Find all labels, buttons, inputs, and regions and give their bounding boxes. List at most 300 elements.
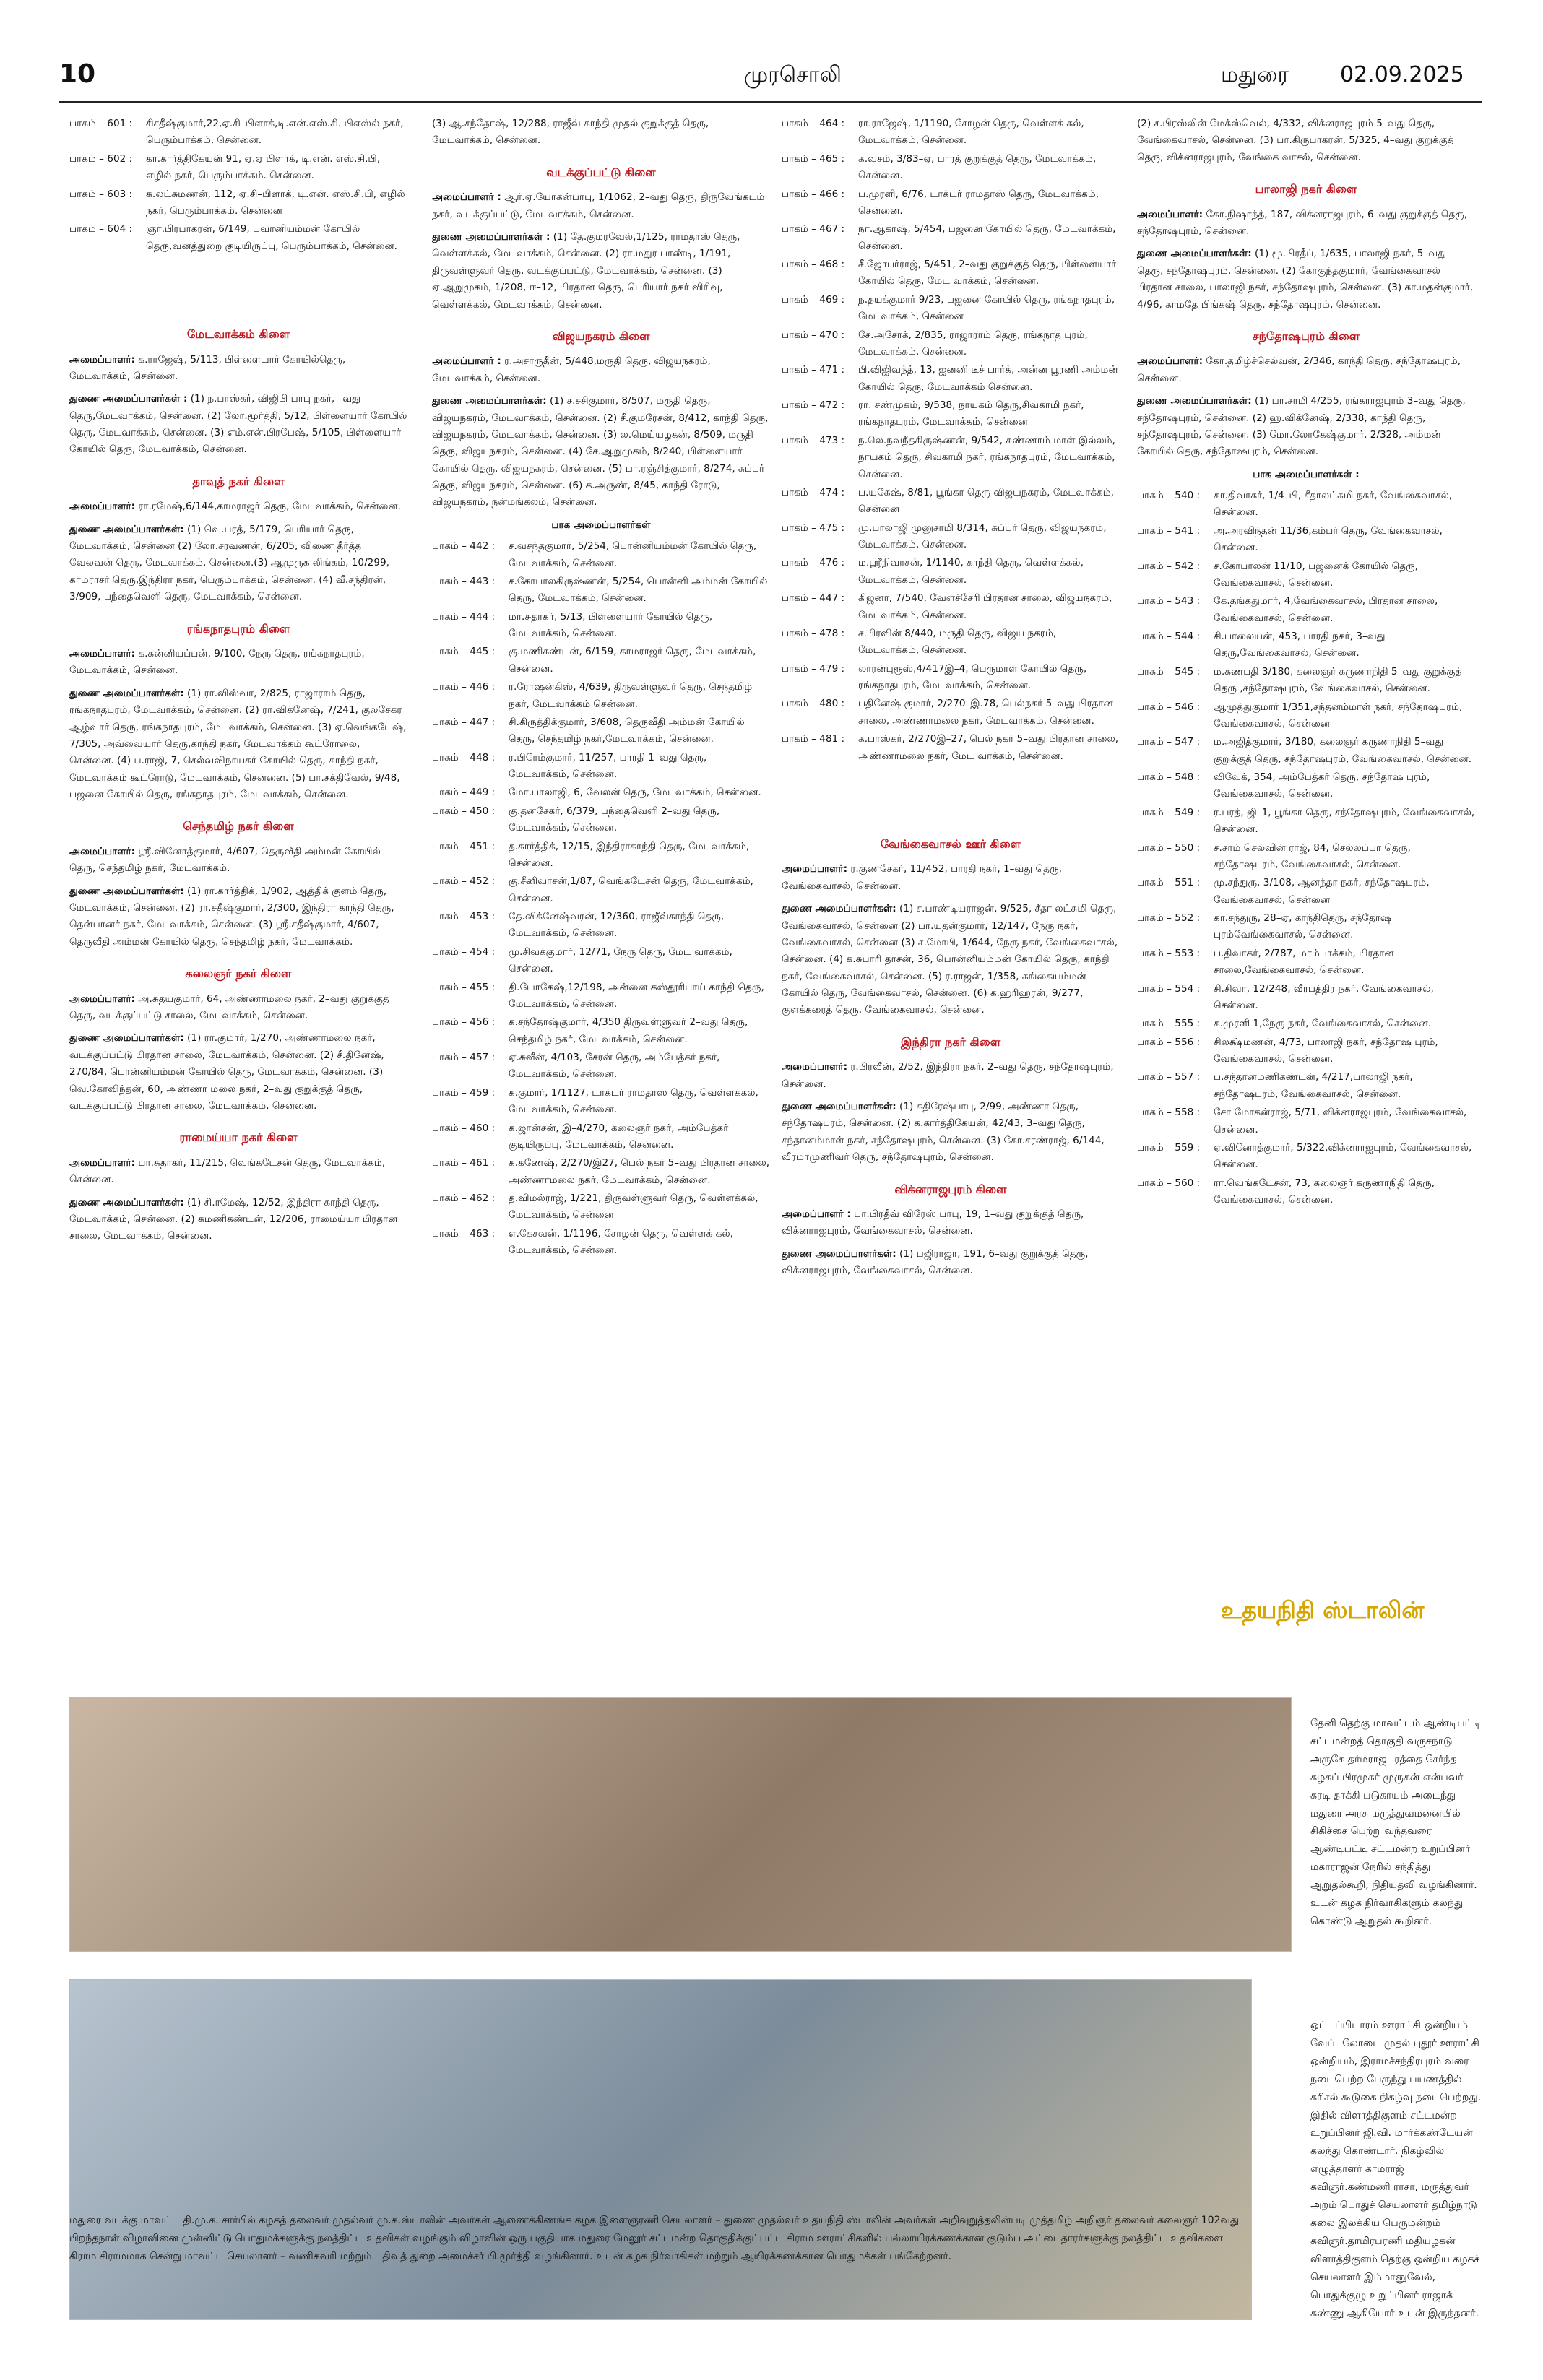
- booth-text: ம.ஸ்ரீநிவாசன், 1/1140, காந்தி தெரு, வெள்ளக்கல், மேடவாக்கம், சென்னை.: [858, 557, 1084, 586]
- branch-heading: மேடவாக்கம் கிளை: [186, 327, 290, 341]
- booth-text: ம.அஜித்குமார், 3/180, கலைஞர் கருணாநிதி 5–வது குறுக்குத் தெரு, சந்தோஷபுரம், வேங்கைவாசல், சென்னை.: [1214, 736, 1472, 765]
- branch-heading: சந்தோஷபுரம் கிளை: [1252, 329, 1360, 343]
- booth-text: மு.சிவக்குமார், 12/71, நேரு தெரு, மேட வாக்கம், சென்னை.: [509, 945, 732, 975]
- booth-text: நா.ஆகாஷ், 5/454, பஜனை கோயில் தெரு, மேடவாக்கம், சென்னை.: [858, 223, 1116, 252]
- paragraph-text: (1) மூ.பிரதீப், 1/635, பாலாஜி நகர், 5–வது தெரு, சந்தோஷபுரம், சென்னை. (2) கோகுந்தகுமார், வேங்கைவாசல் பிரதான சாலை, பாலாஜி நகர், சந்தோஷபுரம், சென்னை. (3) கா.மதன்குமார், 4/96, காமதே பிங்கஷ் தெரு, சந்தோஷபுரம், சென்னை.: [1137, 248, 1474, 311]
- role-label: அமைப்பாளர்:: [69, 501, 136, 513]
- paragraph-text: (1) கதிரேஷ்பாபு, 2/99, அண்ணா தெரு, சந்தோஷபுரம், சென்னை. (2) க.கார்த்திகேயன், 42/43, 3–வது தெரு, சந்தானம்மாள் நகர், சந்தோஷபுரம், சென்னை. (3) கோ.சரண்ராஜ், 6/144, வீரமாமுணிவர் தெரு, சந்தோஷபுரம், சென்னை.: [782, 1101, 1105, 1164]
- paragraph: [1137, 353, 1475, 387]
- booth-label: பாகம் – 466 :: [782, 188, 845, 200]
- paragraph-text: (1) பா.சாமி 4/255, ரங்கராஜபுரம் 3–வது தெரு, சந்தோஷபுரம், சென்னை. (2) ஹ.விக்னேஷ், 2/338, காந்தி தெரு, சந்தோஷபுரம், சென்னை. (3) மோ.லோகேஷ்குமார், 2/328, அம்மன் கோயில் தெரு, சந்தோஷபுரம், சென்னை.: [1137, 395, 1466, 458]
- booth-entry: [69, 116, 407, 150]
- paragraph-text: கோ.தமிழ்ச்செல்வன், 2/346, காந்தி தெரு, சந்தோஷபுரம், சென்னை.: [1137, 355, 1461, 384]
- booth-label: பாகம் – 448 :: [432, 751, 496, 763]
- booth-text: கு.சீனிவாசன்,1/87, வெங்கடேசன் தெரு, மேடவாக்கம், சென்னை.: [509, 875, 753, 904]
- header-rule: [59, 101, 1482, 103]
- paragraph-text: (3) ஆ.சந்தோஷ், 12/288, ராஜீவ் காந்தி முதல் குறுக்குத் தெரு, மேடவாக்கம், சென்னை.: [432, 118, 709, 147]
- paragraph-text: (1) வெ.பரத், 5/179, பெரியார் தெரு, மேடவாக்கம், சென்னை (2) லோ.சரவணன், 6/205, விணை தீர்த்த வேலவன் தெரு, மேடவாக்கம், சென்னை.(3) ஆமுருக லிங்கம், 10/299, காமராசர் தெரு,இந்திரா நகர், பெரும்பாக்கம், சென்னை. (4) வீ.சந்திரன், 3/909, பந்தைவெளி தெரு, மேடவாக்கம், சென்னை.: [69, 523, 389, 603]
- paragraph-text: (1) ந.பாஸ்கர், விஜிபி பாபு நகர், –வது தெரு,மேடவாக்கம், சென்னை. (2) லோ.மூர்த்தி, 5/12, பிள்ளையார் கோயில் தெரு, மேடவாக்கம், சென்னை. (3) எம்.என்.பிரபேஷ், 5/105, பிள்ளையார் கோயில் தெரு, மேடவாக்கம், சென்னை.: [69, 393, 407, 456]
- booth-entry: [432, 1190, 770, 1224]
- booth-label: பாகம் – 476 :: [782, 557, 845, 569]
- paragraph: [782, 1059, 1120, 1093]
- booth-entry: [782, 116, 1120, 150]
- role-label: அமைப்பாளர்:: [782, 863, 848, 875]
- booth-entry: [1137, 558, 1475, 592]
- booth-text: ப.சந்தானமணிகண்டன், 4/217,பாலாஜி நகர், சந்தோஷபுரம், வேங்கைவாசல், சென்னை.: [1214, 1071, 1413, 1100]
- newspaper-name: முரசொலி: [744, 62, 842, 87]
- booth-label: பாகம் – 552 :: [1137, 912, 1201, 925]
- booth-entry: [1137, 1016, 1475, 1032]
- role-label: அமைப்பாளர்:: [69, 648, 136, 660]
- booth-label: பாகம் – 558 :: [1137, 1107, 1201, 1119]
- booth-label: பாகம் – 442 :: [432, 540, 496, 553]
- booth-text: ர.பிரேம்குமார், 11/257, பாரதி 1–வது தெரு, மேடவாக்கம், சென்னை.: [509, 751, 707, 781]
- booth-text: பி.விஜிவந்த், 13, ஜனனி டீச் பார்க், அன்ன பூரணி அம்மன் கோயில் தெரு, மேடவாக்கம் சென்னை.: [858, 364, 1118, 393]
- branch-heading: செந்தமிழ் நகர் கிளை: [183, 819, 294, 834]
- role-label: அமைப்பாளர் :: [782, 1208, 851, 1221]
- booth-label: பாகம் – 551 :: [1137, 877, 1201, 889]
- signature: உதயநிதி ஸ்டாலின்: [1221, 1596, 1425, 1624]
- booth-text: க.வசம், 3/83–ஏ, பாரத் குறுக்குத் தெரு, மேடவாக்கம், சென்னை.: [858, 152, 1097, 182]
- booth-entry: [782, 661, 1120, 695]
- booth-label: பாகம் – 559 :: [1137, 1141, 1201, 1154]
- paragraph-text: (1) ரா.விஸ்வா, 2/825, ராஜாராம் தெரு, ரங்கநாதபுரம், மேடவாக்கம், சென்னை. (2) ரா.விக்னேஷ், 7/241, குலசேகர ஆழ்வார் தெரு, ரங்கநாதபுரம், மேடவாக்கம், சென்னை. (3) ஏ.வெங்கடேஷ், 7/305, அவ்வையார் தெரு,காந்தி நகர், மேடவாக்கம் கூட்ரோலை, சென்னை. (4) ப.ராஜி, 7, செல்வவிநாயகர் கோயில் தெரு, காந்தி நகர், மேடவாக்கம் கூட்ரோடு, மேடவாக்கம், சென்னை. (5) பா.சக்திவேல், 9/48, பஜனை கோயில் தெரு, ரங்கநாதபுரம், மேடவாக்கம், சென்னை.: [69, 687, 407, 801]
- role-label: அமைப்பாளர்:: [69, 1156, 136, 1169]
- booth-entry: [782, 221, 1120, 255]
- booth-text: ச.கோபாலன் 11/10, பஜனைக் கோயில் தெரு, வேங்கைவாசல், சென்னை.: [1214, 560, 1418, 589]
- booth-text: மோ.பாலாஜி, 6, வேலன் தெரு, மேடவாக்கம், சென்னை.: [509, 787, 761, 799]
- booth-label: பாகம் – 547 :: [1137, 736, 1201, 748]
- booth-text: ரா.வெங்கடேசன், 73, கலைஞர் கருணாநிதி தெரு, வேங்கைவாசல், சென்னை.: [1214, 1177, 1435, 1206]
- paragraph: [782, 1206, 1120, 1240]
- booth-entry: [432, 909, 770, 943]
- booth-label: பாகம் – 546 :: [1137, 701, 1201, 713]
- branch-heading: விஜயநகரம் கிளை: [552, 329, 650, 343]
- booth-label: பாகம் – 541 :: [1137, 524, 1201, 537]
- booth-label: பாகம் – 468 :: [782, 259, 845, 270]
- role-label: அமைப்பாளர்:: [782, 1061, 848, 1073]
- booth-text: ச.கோபாலகிருஷ்ணன், 5/254, பொன்னி அம்மன் கோயில் தெரு, மேடவாக்கம், சென்னை.: [509, 575, 768, 605]
- booth-label: பாகம் – 471 :: [782, 364, 845, 376]
- booth-text: ம.கணபதி 3/180, கலைஞர் கருணாநிதி 5–வது குறுக்குத் தெரு ,சந்தோஷபுரம், வேங்கைவாசல், சென்னை.: [1214, 665, 1462, 695]
- booth-label: பாகம் – 556 :: [1137, 1036, 1201, 1048]
- booth-text: லாரன்புரூஸ்,4/417இ–4, பெருமாள் கோயில் தெரு, ரங்கநாதபுரம், மேடவாக்கம், சென்னை.: [858, 662, 1087, 691]
- paragraph-text: (1) ச.பாண்டியராஜன், 9/525, சீதா லட்சுமி தெரு, வேங்கைவாசல், சென்னை (2) பா.யுதன்குமார், 12/147, நேரு நகர், வேங்கைவாசல், சென்னை (3) ச.மோபி, 1/644, நேரு நகர், வேங்கைவாசல், சென்னை. (4) க.சுபாரி தாசன், 36, பொன்னியம்மன் கோயில் தெரு, காந்தி நகர், வேங்கைவாசல், சென்னை. (5) ர.ராஜன், 1/358, கங்கையம்மன் கோயில் தெரு, வேங்கைவாசல், சென்னை. (6) க.ஹரிஹரன், 9/277, குளக்கரைத் தெரு, வேங்கைவாசல், சென்னை.: [782, 903, 1118, 1016]
- booth-text: ந.தயக்குமார் 9/23, பஜனை கோயில் தெரு, ரங்கநாதபுரம், மேடவாக்கம், சென்னை: [858, 293, 1115, 323]
- paragraph: [69, 1195, 407, 1245]
- paragraph: [1137, 207, 1475, 241]
- role-label: துணை அமைப்பாளர்கள்:: [69, 523, 184, 535]
- role-label: துணை அமைப்பாளர்கள்:: [1137, 395, 1252, 407]
- booth-entry: [782, 433, 1120, 483]
- booth-label: பாகம் – 469 :: [782, 293, 845, 306]
- booth-label: பாகம் – 549 :: [1137, 806, 1201, 818]
- role-label: அமைப்பாளர் :: [432, 355, 501, 368]
- booth-label: பாகம் – 449 :: [432, 787, 496, 799]
- booth-label: பாகம் – 604 :: [69, 223, 133, 235]
- booth-label: பாகம் – 480 :: [782, 698, 845, 710]
- booth-text: ப.முரளி, 6/76, டாக்டர் ராமதாஸ் தெரு, மேடவாக்கம், சென்னை.: [858, 188, 1099, 217]
- booth-text: கே.தங்கதுமார், 4,வேங்கைவாசல், பிரதான சாலை, வேங்கைவாசல், சென்னை.: [1214, 595, 1438, 624]
- paragraph: [69, 883, 407, 951]
- paragraph: [432, 189, 770, 223]
- booth-label: பாகம் – 481 :: [782, 733, 845, 745]
- paragraph-text: அ.சுதயகுமார், 64, அண்ணாமலை நகர், 2–வது குறுக்குத் தெரு, வடக்குப்பட்டு சாலை, மேடவாக்கம், சென்னை.: [69, 992, 389, 1022]
- booth-text: சு.லட்சுமணன், 112, ஏ.சி–பிளாக், டி.என். எஸ்.சி.பி, எழில் நகர், பெரும்பாக்கம். சென்னை: [146, 188, 405, 217]
- paragraph: [782, 861, 1120, 895]
- section-subheading: பாக அமைப்பாளர்கள் :: [1253, 468, 1360, 480]
- booth-label: பாகம் – 456 :: [432, 1016, 496, 1029]
- booth-label: பாகம் – 465 :: [782, 152, 845, 165]
- paragraph: [69, 844, 407, 878]
- booth-text: பதினேஷ் குமார், 2/270–இ.78, பெல்நகர் 5–வது பிரதான சாலை, அண்ணாமலை நகர், மேடவாக்கம், சென்னை.: [858, 698, 1113, 727]
- booth-entry: [1137, 1140, 1475, 1174]
- role-label: அமைப்பாளர்:: [1137, 208, 1203, 220]
- paragraph-text: (1) பஜிராஜா, 191, 6–வது குறுக்குத் தெரு, விக்னராஜபுரம், வேங்கைவாசல், சென்னை.: [782, 1247, 1089, 1277]
- booth-text: சி.கிருத்திக்குமார், 3/608, தெருவீதி அம்மன் கோயில் தெரு, செந்தமிழ் நகர்,மேடவாக்கம், சென்னை.: [509, 716, 745, 745]
- role-label: துணை அமைப்பாளர்கள்:: [432, 395, 547, 407]
- booth-label: பாகம் – 545 :: [1137, 665, 1201, 678]
- paragraph: [69, 1030, 407, 1115]
- paragraph-text: பா.பிரதீவ் விரேஸ் பாபு, 19, 1–வது குறுக்குத் தெரு, விக்னராஜபுரம், வேங்கைவாசல், சென்னை.: [782, 1208, 1084, 1237]
- booth-text: மு.சந்துரு, 3/108, ஆனந்தா நகர், சந்தோஷபுரம், வேங்கைவாசல், சென்னை: [1214, 877, 1430, 906]
- booth-entry: [432, 574, 770, 607]
- role-label: துணை அமைப்பாளர்கள்:: [782, 903, 896, 915]
- paragraph-text: பா.சுதாகர், 11/215, வெங்கடேசன் தெரு, மேடவாக்கம், சென்னை.: [69, 1156, 386, 1186]
- paragraph: [69, 685, 407, 804]
- booth-label: பாகம் – 457 :: [432, 1052, 496, 1064]
- booth-entry: [432, 1120, 770, 1154]
- booth-label: பாகம் – 553 :: [1137, 947, 1201, 959]
- role-label: துணை அமைப்பாளர்கள்:: [782, 1247, 896, 1260]
- paragraph: [69, 991, 407, 1025]
- paragraph-text: (1) ச.சசிகுமார், 8/507, மருதி தெரு, விஜயநகரம், மேடவாக்கம், சென்னை. (2) சீ.குமரேசன், 8/412, காந்தி தெரு, விஜயநகரம், மேடவாக்கம், சென்னை. (3) ல.மெய்யழகன், 8/509, மருதி தெரு, விஜயநகரம், சென்னை. (4) சே.ஆறுமுகம், 8/240, பிள்ளையார் கோயில் தெரு, விஜயநகரம், சென்னை. (5) பா.ரஞ்சித்குமார், 8/274, சுப்பர் தெரு, விஜயநகரம், சென்னை. (6) க.அருண், 8/45, காந்தி ரோடு, விஜயநகரம், நன்மங்கலம், சென்னை.: [432, 395, 769, 509]
- booth-text: சி.பாலையன், 453, பாரதி நகர், 3–வது தெரு,வேங்கைவாசல், சென்னை.: [1214, 631, 1386, 659]
- booth-label: பாகம் – 447 :: [782, 592, 845, 605]
- booth-entry: [1137, 664, 1475, 698]
- news-photo-2: [69, 1979, 1252, 2320]
- booth-text: க.ஜான்சன், இ–4/270, கலைஞர் நகர், அம்பேத்கர் குடியிருப்பு, மேடவாக்கம், சென்னை.: [509, 1122, 729, 1151]
- paragraph: [69, 1155, 407, 1189]
- booth-label: பாகம் – 603 :: [69, 188, 133, 200]
- booth-entry: [1137, 945, 1475, 979]
- booth-entry: [432, 979, 770, 1013]
- booth-label: பாகம் – 459 :: [432, 1086, 496, 1099]
- booth-entry: [782, 731, 1120, 765]
- booth-text: எ.கேசவன், 1/1196, சோழன் தெரு, வெள்ளக் கல், மேடவாக்கம், சென்னை.: [509, 1227, 733, 1257]
- paragraph-text: (1) ரா.கார்த்திக், 1/902, ஆத்திக் குளம் தெரு, மேடவாக்கம், சென்னை. (2) ரா.சதீஷ்குமார், 2/300, இந்திரா காந்தி தெரு, தென்பானர் நகர், மேடவாக்கம், சென்னை. (3) ஸ்ரீ.சதீஷ்குமார், 4/607, தெருவீதி அம்மன் கோயில் தெரு, செந்தமிழ் நகர், மேடவாக்கம்.: [69, 885, 394, 948]
- booth-text: மா.சுதாகர், 5/13, பிள்ளையார் கோயில் தெரு, மேடவாக்கம், சென்னை.: [509, 610, 713, 640]
- booth-text: க.கணேஷ், 2/270/இ27, பெல் நகர் 5–வது பிரதான சாலை, அண்ணாமலை நகர், மேடவாக்கம், சென்னை.: [509, 1157, 770, 1186]
- booth-text: சே.அசோக், 2/835, ராஜாராம் தெரு, ரங்கநாத புரம், மேடவாக்கம், சென்னை.: [858, 329, 1088, 358]
- booth-text: சீ.ஜோபர்ராஜ், 5/451, 2–வது குறுக்குத் தெரு, பிள்ளையார் கோயில் தெரு, மேட வாக்கம், சென்னை.: [858, 259, 1117, 287]
- booth-label: பாகம் – 602 :: [69, 152, 133, 165]
- booth-label: பாகம் – 467 :: [782, 223, 845, 235]
- booth-text: சிலக்ஷ்மணன், 4/73, பாலாஜி நகர், சந்தோஷ புரம், வேங்கைவாசல், சென்னை.: [1214, 1036, 1438, 1065]
- booth-label: பாகம் – 461 :: [432, 1157, 496, 1169]
- booth-entry: [782, 327, 1120, 361]
- booth-text: ச.பிரவின் 8/440, மருதி தெரு, விஜய நகரம், மேடவாக்கம், சென்னை.: [858, 627, 1057, 657]
- role-label: துணை அமைப்பாளர்கள்:: [69, 1032, 184, 1044]
- booth-text: ரா. சண்முகம், 9/538, நாயகம் தெரு,சிவகாமி நகர், ரங்கநாதபுரம், மேடவாக்கம், சென்னை: [858, 399, 1084, 428]
- paragraph: [69, 352, 407, 386]
- booth-label: பாகம் – 542 :: [1137, 560, 1201, 572]
- branch-heading: இந்திரா நகர் கிளை: [900, 1034, 1001, 1049]
- column-2: [432, 116, 770, 1261]
- booth-entry: [69, 221, 407, 255]
- masthead: [0, 0, 1543, 89]
- booth-text: ப.திவாகர், 2/787, மாம்பாக்கம், பிரதான சாலை,வேங்கைவாசல், சென்னை.: [1214, 947, 1394, 977]
- page-number: 10: [59, 59, 96, 89]
- booth-entry: [782, 520, 1120, 554]
- booth-label: பாகம் – 478 :: [782, 627, 845, 639]
- booth-label: பாகம் – 555 :: [1137, 1018, 1201, 1030]
- booth-label: பாகம் – 474 :: [782, 486, 845, 498]
- booth-entry: [432, 839, 770, 873]
- role-label: துணை அமைப்பாளர்கள் :: [432, 231, 550, 243]
- booth-entry: [1137, 840, 1475, 874]
- paragraph-text: (1) தே.குமரவேல்,1/125, ராமதாஸ் தெரு, வெள்ளக்கல், மேடவாக்கம், சென்னை. (2) ரா.மதுர பாண்டி, 1/191, திருவள்ளுவர் தெரு, வடக்குப்பட்டு, மேடவாக்கம், சென்னை. (3) ஏ.ஆறுமுகம், 1/208, ஈ–12, பிரதான தெரு, பெரியார் நகர் விரிவு, வெள்ளக்கல், மேடவாக்கம், சென்னை.: [432, 231, 740, 311]
- booth-label: பாகம் – 470 :: [782, 329, 845, 341]
- booth-text: கு.மணிகண்டன், 6/159, காமராஜர் தெரு, மேடவாக்கம், சென்னை.: [509, 646, 756, 675]
- role-label: துணை அமைப்பாளர்கள்:: [69, 885, 184, 897]
- booth-label: பாகம் – 447 :: [432, 716, 496, 728]
- booth-label: பாகம் – 453 :: [432, 911, 496, 923]
- role-label: துணை அமைப்பாளர்கள்:: [69, 1196, 184, 1208]
- booth-label: பாகம் – 544 :: [1137, 631, 1201, 643]
- booth-entry: [1137, 488, 1475, 522]
- branch-heading: வேங்கைவாசல் ஊர் கிளை: [880, 836, 1021, 851]
- booth-text: க.சந்தோஷ்குமார், 4/350 திருவள்ளுவர் 2–வது தெரு, செந்தமிழ் நகர், மேடவாக்கம், சென்னை.: [509, 1016, 748, 1045]
- booth-label: பாகம் – 450 :: [432, 805, 496, 817]
- booth-entry: [1137, 593, 1475, 627]
- booth-entry: [782, 555, 1120, 589]
- booth-entry: [432, 644, 770, 678]
- paragraph-text: ஆர்.ஏ.யோகன்பாபு, 1/1062, 2–வது தெரு, திருவேங்கடம் நகர், வடக்குப்பட்டு, மேடவாக்கம், சென்னை.: [432, 191, 765, 220]
- booth-entry: [432, 1226, 770, 1260]
- booth-entry: [69, 151, 407, 185]
- booth-label: பாகம் – 540 :: [1137, 490, 1201, 502]
- edition-city: மதுரை: [1221, 62, 1289, 87]
- booth-entry: [782, 256, 1120, 290]
- branch-heading: ராமைய்யா நகர் கிளை: [179, 1130, 298, 1145]
- booth-text: தே.விக்னேஷ்வரன், 12/360, ராஜீவ்காந்தி தெரு, மேடவாக்கம், சென்னை.: [509, 911, 725, 940]
- booth-entry: [782, 151, 1120, 185]
- booth-label: பாகம் – 443 :: [432, 575, 496, 587]
- booth-text: சி.சிவா, 12/248, வீரபத்திர நகர், வேங்கைவாசல், சென்னை.: [1214, 982, 1434, 1011]
- branch-heading: வடக்குப்பட்டு கிளை: [546, 165, 656, 179]
- booth-text: கா.திவாகர், 1/4–பி, சீதாலட்சுமி நகர், வேங்கைவாசல், சென்னை.: [1214, 490, 1453, 519]
- news-photo-1: [69, 1697, 1292, 1952]
- booth-label: பாகம் – 446 :: [432, 681, 496, 693]
- side-story-2: ஒட்டப்பிடாரம் ஊராட்சி ஒன்றியம் வேப்பலோடை முதல் புதூர் ஊராட்சி ஒன்றியம், இராமச்சந்திரபுரம் வரை நடைபெற்ற பேருந்து பயணத்தில் கரிசல் கூடுகை நிகழ்வு நடைபெற்றது. இதில் விளாத்திகுளம் சட்டமன்ற உறுப்பினர் ஜி.வி. மார்க்கண்டேயன் கலந்து கொண்டார். நிகழ்வில் எழுத்தாளர் காமராஜ் கவிஞர்.கண்மணி ராசா, மருத்துவர் அறம் பொதுச் செயலாளர் தமிழ்நாடு கலை இலக்கிய பெருமன்றம் கவிஞர்.தாமிரபரணி மதியழகன் விளாத்திகுளம் தெற்கு ஒன்றிய கழகச் செயலாளர் இம்மானுவேல், பொதுக்குழு உறுப்பினர் ராஜாக் கண்ணு ஆகியோர் உடன் இருந்தனர்.: [1310, 2020, 1482, 2319]
- booth-entry: [1137, 981, 1475, 1015]
- booth-entry: [432, 873, 770, 907]
- booth-label: பாகம் – 451 :: [432, 840, 496, 852]
- booth-entry: [1137, 1069, 1475, 1103]
- role-label: துணை அமைப்பாளர்கள்:: [782, 1101, 896, 1113]
- booth-label: பாகம் – 475 :: [782, 522, 845, 534]
- booth-entry: [1137, 1104, 1475, 1138]
- booth-label: பாகம் – 557 :: [1137, 1071, 1201, 1083]
- booth-label: பாகம் – 464 :: [782, 118, 845, 129]
- role-label: துணை அமைப்பாளர்கள்:: [1137, 248, 1252, 260]
- booth-entry: [432, 750, 770, 784]
- booth-entry: [1137, 628, 1475, 662]
- booth-text: விவேக், 354, அம்பேத்கர் தெரு, சந்தோஷ புரம், வேங்கைவாசல், சென்னை.: [1214, 771, 1430, 800]
- section-subheading: பாக அமைப்பாளர்கள்: [551, 519, 651, 531]
- booth-label: பாகம் – 554 :: [1137, 982, 1201, 995]
- paragraph: [1137, 393, 1475, 461]
- booth-text: கா.சந்துரு, 28–ஏ, காந்திதெரு, சந்தோஷ புரம்வேங்கைவாசல், சென்னை.: [1214, 912, 1392, 941]
- paragraph: [69, 646, 407, 680]
- booth-entry: [1137, 699, 1475, 733]
- booth-entry: [782, 362, 1120, 396]
- booth-entry: [1137, 523, 1475, 557]
- paragraph-text: ர.அசாருதீன், 5/448,மருதி தெரு, விஜயநகரம், மேடவாக்கம், சென்னை.: [432, 355, 711, 384]
- booth-entry: [432, 944, 770, 978]
- booth-label: பாகம் – 543 :: [1137, 595, 1201, 607]
- booth-entry: [782, 186, 1120, 220]
- paragraph-text: ஸ்ரீ.வினோத்குமார், 4/607, தெருவீதி அம்மன் கோயில் தெரு, செந்தமிழ் நகர், மேடவாக்கம்.: [69, 845, 381, 875]
- booth-label: பாகம் – 548 :: [1137, 771, 1201, 784]
- branch-heading: தாவுத் நகர் கிளை: [192, 474, 285, 488]
- booth-entry: [69, 186, 407, 220]
- booth-label: பாகம் – 601 :: [69, 118, 133, 129]
- booth-entry: [432, 784, 770, 801]
- paragraph: [1137, 246, 1475, 313]
- booth-label: பாகம் – 472 :: [782, 399, 845, 411]
- paragraph-text: (1) ரா.குமார், 1/270, அண்ணாமலை நகர், வடக்குப்பட்டு பிரதான சாலை, மேடவாக்கம், சென்னை. (2) சீ.தினேஷ், 270/84, பொன்னியம்மன் கோயில் தெரு, மேடவாக்கம், சென்னை. (3) வெ.கோவிந்தன், 60, அண்ணா மலை நகர், 2–வது குறுக்குத் தெரு, வடக்குப்பட்டு பிரதான சாலை, மேடவாக்கம், சென்னை.: [69, 1032, 384, 1112]
- paragraph: [782, 1099, 1120, 1167]
- booth-label: பாகம் – 479 :: [782, 662, 845, 675]
- booth-text: ஆமுத்துகுமார் 1/351,சந்தனம்மாள் நகர், சந்தோஷபுரம், வேங்கைவாசல், சென்னை: [1214, 701, 1463, 730]
- paragraph: [69, 522, 407, 606]
- role-label: துணை அமைப்பாளர்கள் :: [69, 393, 188, 405]
- booth-text: ஞா.பிரபாகரன், 6/149, பவானியம்மன் கோயில் தெரு,வனத்துறை குடியிருப்பு, பெரும்பாக்கம், சென்னை.: [146, 223, 397, 252]
- booth-text: கா.கார்த்திகேயன் 91, ஏ.ஏ பிளாக், டி.என். எஸ்.சி.பி, எழில் நகர், பெரும்பாக்கம். சென்னை.: [146, 152, 381, 182]
- booth-text: கு.தனசேகர், 6/379, பந்தைவெளி 2–வது தெரு, மேடவாக்கம், சென்னை.: [509, 805, 720, 834]
- booth-entry: [782, 397, 1120, 431]
- booth-entry: [432, 609, 770, 643]
- booth-entry: [1137, 875, 1475, 909]
- booth-entry: [782, 590, 1120, 624]
- booth-label: பாகம் – 460 :: [432, 1122, 496, 1134]
- booth-entry: [432, 679, 770, 713]
- booth-entry: [432, 1155, 770, 1189]
- booth-text: க.முரளி 1,நேரு நகர், வேங்கைவாசல், சென்னை.: [1214, 1018, 1432, 1030]
- column-3: [782, 116, 1120, 1286]
- booth-entry: [782, 485, 1120, 519]
- paragraph-text: ர.குணசேகர், 11/452, பாரதி நகர், 1–வது தெரு, வேங்கைவாசல், சென்னை.: [782, 863, 1062, 892]
- booth-entry: [432, 1050, 770, 1083]
- booth-entry: [782, 292, 1120, 326]
- booth-text: ர.ரோஷன்கிஸ், 4/639, திருவள்ளுவர் தெரு, செந்தமிழ் நகர், மேடவாக்கம் சென்னை.: [509, 681, 753, 710]
- paragraph-text: ரா.ரமேஷ்,6/144,காமராஜர் தெரு, மேடவாக்கம், சென்னை.: [135, 501, 401, 513]
- booth-label: பாகம் – 463 :: [432, 1227, 496, 1239]
- booth-entry: [432, 538, 770, 572]
- booth-text: ஏ.சுவீன், 4/103, சேரன் தெரு, அம்பேத்கர் நகர், மேடவாக்கம், சென்னை.: [509, 1052, 720, 1081]
- booth-entry: [432, 803, 770, 837]
- paragraph: [432, 116, 770, 150]
- booth-entry: [1137, 769, 1475, 803]
- booth-label: பாகம் – 560 :: [1137, 1177, 1201, 1189]
- booth-label: பாகம் – 444 :: [432, 610, 496, 623]
- paragraph-text: (2) ச.பிரஸ்லின் மேக்ஸ்வெல், 4/332, விக்னராஜபுரம் 5–வது தெரு, வேங்கைவாசல், சென்னை. (3) பா.கிருபாகரன், 5/325, 4–வது குறுக்குத் தெரு, விக்னராஜபுரம், வேங்கை வாசல், சென்னை.: [1137, 118, 1454, 163]
- photo-caption: மதுரை வடக்கு மாவட்ட தி.மு.க. சார்பில் கழகத் தலைவர் முதல்வர் மு.க.ஸ்டாலின் அவர்கள் ஆணைக்கிணங்க கழக இளைஞரணி செயலாளர் – துணை முதல்வர் உதயநிதி ஸ்டாலின் அவர்கள் அறிவுறுத்தலின்படி முத்தமிழ் அறிஞர் தலைவர் கலைஞர் 102வது பிறந்தநாள் விழாவினை முன்னிட்டு பொதுமக்களுக்கு நலத்திட்ட உதவிகள் வழங்கும் விழாவின் ஒரு பகுதியாக மதுரை மேலூர் சட்டமன்ற தொகுதிக்குட்பட்ட கிராம ஊராட்சிகளில் பல்லாயிரக்கணக்கான குடும்ப அட்டைதாரர்களுக்கு நலத்திட்ட உதவிகளை கிராம கிராமமாக சென்று மாவட்ட செயலாளர் – வணிகவரி மற்றும் பதிவுத் துறை அமைச்சர் பி.மூர்த்தி வழங்கினார். உடன் கழக நிர்வாகிகள் மற்றும் ஆயிரக்கணக்கான பொதுமக்கள் பங்கேற்றனர்.: [69, 2215, 1240, 2263]
- role-label: அமைப்பாளர் :: [432, 191, 501, 204]
- branch-heading: ரங்கநாதபுரம் கிளை: [186, 621, 290, 636]
- booth-text: ச.சாம் செல்வின் ராஜ், 84, செல்லப்பா தெரு, சந்தோஷபுரம், வேங்கைவாசல், சென்னை.: [1214, 841, 1411, 870]
- role-label: அமைப்பாளர்:: [69, 353, 136, 365]
- booth-entry: [1137, 805, 1475, 839]
- column-1: [69, 116, 407, 1251]
- paragraph: [69, 498, 407, 515]
- paragraph-text: க.கன்னியப்பன், 9/100, நேரு தெரு, ரங்கநாதபுரம், மேடவாக்கம், சென்னை.: [69, 648, 365, 677]
- column-4: [1137, 116, 1475, 1210]
- booth-entry: [432, 714, 770, 748]
- role-label: அமைப்பாளர்:: [1137, 355, 1203, 368]
- booth-label: பாகம் – 455 :: [432, 981, 496, 993]
- booth-label: பாகம் – 473 :: [782, 434, 845, 446]
- booth-entry: [1137, 1175, 1475, 1209]
- booth-entry: [782, 696, 1120, 730]
- side-story-1: தேனி தெற்கு மாவட்டம் ஆண்டிபட்டி சட்டமன்றத் தொகுதி வருசநாடு அருகே தர்மராஜபுரத்தை சேர்ந்த கழகப் பிரமுகர் முருகன் என்பவர் கரடி தாக்கி படுகாயம் அடைந்து மதுரை அரசு மருத்துவமனையில் சிகிச்சை பெற்று வந்தவரை ஆண்டிபட்டி சட்டமன்ற உறுப்பினர் மகாராஜன் நேரில் சந்தித்து ஆறுதல்கூறி, நிதியுதவி வழங்கினார். உடன் கழக நிர்வாகிகளும் கலந்து கொண்டு ஆறுதல் கூறினர்.: [1310, 1718, 1481, 1927]
- paragraph: [69, 391, 407, 459]
- booth-text: மு.பாலாஜி முனுசாமி 8/314, சுப்பர் தெரு, விஜயநகரம், மேடவாக்கம், சென்னை.: [858, 522, 1107, 550]
- branch-heading: விக்னராஜபுரம் கிளை: [894, 1182, 1007, 1196]
- role-label: துணை அமைப்பாளர்கள்:: [69, 687, 184, 699]
- booth-label: பாகம் – 452 :: [432, 875, 496, 888]
- booth-text: சோ மோகன்ராஜ், 5/71, விக்னராஜபுரம், வேங்கைவாசல், சென்னை.: [1214, 1107, 1467, 1135]
- booth-entry: [432, 1014, 770, 1048]
- booth-entry: [432, 1085, 770, 1119]
- branch-heading: பாலாஜி நகர் கிளை: [1255, 182, 1357, 196]
- booth-text: த.கார்த்திக், 12/15, இந்திராகாந்தி தெரு, மேடவாக்கம், சென்னை.: [509, 840, 750, 869]
- booth-text: த.விமல்ராஜ், 1/221, திருவள்ளுவர் தெரு, வெள்ளக்கல், மேடவாக்கம், சென்னை: [509, 1193, 758, 1221]
- booth-text: ந.லெ.நவநீதகிருஷ்ணன், 9/542, சுண்ணாம் மாள் இல்லம், நாயகம் தெரு, சிவகாமி நகர், ரங்கநாதபுரம், மேடவாக்கம், சென்னை.: [858, 434, 1115, 480]
- booth-label: பாகம் – 550 :: [1137, 841, 1201, 854]
- edition-date: 02.09.2025: [1340, 62, 1464, 87]
- booth-text: ரா.ராஜேஷ், 1/1190, சோழன் தெரு, வெள்ளக் கல், மேடவாக்கம், சென்னை.: [858, 118, 1084, 147]
- booth-text: ப.யுகேஷ், 8/81, பூங்கா தெரு விஜயநகரம், மேடவாக்கம், சென்னை: [858, 486, 1114, 516]
- booth-text: தி.யோகேஷ்,12/198, அன்னை கஸ்தூரிபாய் காந்தி தெரு, மேடவாக்கம், சென்னை.: [509, 981, 764, 1010]
- paragraph: [432, 229, 770, 313]
- booth-text: ச.வசந்தகுமார், 5/254, பொன்னியம்மன் கோயில் தெரு, மேடவாக்கம், சென்னை.: [509, 540, 757, 569]
- booth-label: பாகம் – 454 :: [432, 945, 496, 958]
- paragraph: [782, 1246, 1120, 1280]
- booth-entry: [1137, 734, 1475, 768]
- booth-text: க.குமார், 1/1127, டாக்டர் ராமதாஸ் தெரு, வெள்ளக்கல், மேடவாக்கம், சென்னை.: [509, 1086, 758, 1116]
- booth-text: கிஜனா, 7/540, வேளச்சேரி பிரதான சாலை, விஜயநகரம், மேடவாக்கம், சென்னை.: [858, 592, 1112, 621]
- role-label: அமைப்பாளர்:: [69, 992, 136, 1005]
- booth-text: அ.அரவிந்தன் 11/36,கம்பர் தெரு, வேங்கைவாசல், சென்னை.: [1214, 524, 1443, 554]
- booth-text: ஏ.வினோத்குமார், 5/322,விக்னராஜபுரம், வேங்கைவாசல், சென்னை.: [1214, 1141, 1472, 1171]
- paragraph: [432, 393, 770, 511]
- booth-entry: [1137, 910, 1475, 944]
- paragraph: [782, 901, 1120, 1019]
- paragraph-text: கோ.நிஷாந்த், 187, விக்னராஜபுரம், 6–வது குறுக்குத் தெரு, சந்தோஷபுரம், சென்னை.: [1137, 208, 1468, 238]
- paragraph: [1137, 116, 1475, 166]
- paragraph-text: (1) சி.ரமேஷ், 12/52, இந்திரா காந்தி தெரு, மேடவாக்கம், சென்னை. (2) சுமணிகண்டன், 12/206, ராமைய்யா பிரதான சாலை, மேடவாக்கம், சென்னை.: [69, 1196, 398, 1242]
- booth-entry: [1137, 1034, 1475, 1068]
- booth-text: க.பாஸ்கர், 2/270இ–27, பெல் நகர் 5–வது பிரதான சாலை, அண்ணாமலை நகர், மேட வாக்கம், சென்னை.: [858, 733, 1119, 762]
- role-label: அமைப்பாளர்:: [69, 845, 136, 857]
- booth-text: ர.பரத், ஜி–1, பூங்கா தெரு, சந்தோஷபுரம், வேங்கைவாசல், சென்னை.: [1214, 806, 1475, 836]
- booth-entry: [782, 626, 1120, 659]
- paragraph-text: க.ராஜேஷ், 5/113, பிள்ளையார் கோயில்தெரு, மேடவாக்கம், சென்னை.: [69, 353, 346, 382]
- branch-heading: கலைஞர் நகர் கிளை: [185, 966, 292, 981]
